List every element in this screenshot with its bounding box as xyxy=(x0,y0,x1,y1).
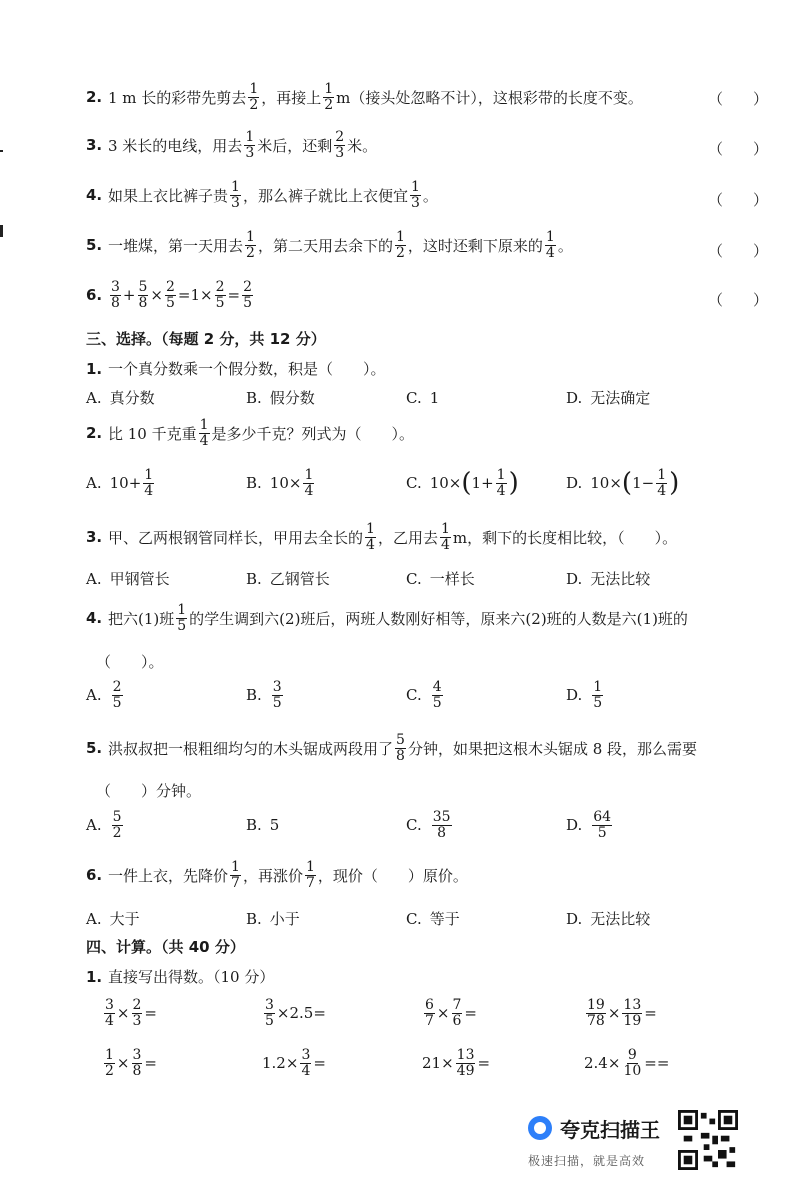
fraction: $\frac{1}{4}$ xyxy=(545,229,555,261)
qr-code-icon xyxy=(678,1110,738,1170)
options-row xyxy=(86,387,766,408)
option-a[interactable]: A. $\frac{2}{5}$ xyxy=(86,679,122,711)
operator: × xyxy=(150,286,163,305)
question-text: ，那么裤子就比上衣便宜 xyxy=(242,186,408,205)
option-b[interactable]: B. 小于 xyxy=(246,909,300,928)
scanner-watermark xyxy=(528,1110,778,1180)
calc-item: $\frac{6}{7}$ × $\frac{7}{6}$ = xyxy=(425,997,477,1029)
choice-question-4 xyxy=(86,603,766,633)
option-c[interactable]: C. $\frac{4}{5}$ xyxy=(406,679,442,711)
question-text: 甲、乙两根钢管同样长，甲用去全长的 xyxy=(108,528,364,547)
calc-item: $\frac{3}{4}$ × $\frac{2}{3}$ = xyxy=(105,997,157,1029)
question-text: 米后，还剩 xyxy=(257,136,333,155)
question-text: ，第二天用去余下的 xyxy=(257,236,393,255)
question-text: 。 xyxy=(422,186,438,205)
judge-question-6 xyxy=(86,279,769,311)
scanner-logo-icon xyxy=(528,1116,552,1140)
calc-item: $\frac{3}{5}$ ×2.5 = xyxy=(265,997,326,1029)
fraction: $\frac{1}{5}$ xyxy=(177,602,187,634)
operator: + xyxy=(122,286,136,305)
question-text: ，再涨价 xyxy=(242,866,303,885)
option-c[interactable]: C. $\frac{35}{8}$ xyxy=(406,809,451,841)
question-number: 1. xyxy=(86,967,103,986)
fraction: $\frac{1}{4}$ xyxy=(366,521,375,553)
question-number: 5. xyxy=(86,236,103,255)
choice-question-3 xyxy=(86,522,766,552)
scan-edge-mark xyxy=(0,225,3,237)
calc-item: $\frac{19}{78}$ × $\frac{13}{19}$ = xyxy=(587,997,657,1029)
answer-blank[interactable]: （ ） xyxy=(708,242,769,260)
option-c[interactable]: C. 10× ( 1+ $\frac{1}{4}$ ) xyxy=(406,467,519,499)
answer-blank[interactable]: （ ） xyxy=(708,90,769,108)
option-d[interactable]: D. 无法比较 xyxy=(566,569,651,588)
question-text: m（接头处忽略不计），这根彩带的长度不变。 xyxy=(336,88,643,107)
fraction: $\frac{2}{5}$ xyxy=(243,279,253,311)
option-c[interactable]: C. 等于 xyxy=(406,909,460,928)
judge-question-2 xyxy=(86,81,769,113)
judge-question-3 xyxy=(86,129,769,161)
question-number: 4. xyxy=(86,186,103,205)
fraction: $\frac{1}{2}$ xyxy=(249,81,259,113)
choice-question-5 xyxy=(86,733,766,763)
calc-item: 2.4× $\frac{9}{10}$ == xyxy=(584,1047,670,1079)
option-b[interactable]: B. 乙钢管长 xyxy=(246,569,330,588)
judge-question-5 xyxy=(86,229,769,261)
section-title-choice: 三、选择。（每题 2 分，共 12 分） xyxy=(86,330,326,348)
fraction: $\frac{2}{3}$ xyxy=(335,129,345,161)
question-text: 把六(1)班 xyxy=(108,609,175,628)
question-continuation: （ ）。 xyxy=(96,653,164,671)
calc-item: $\frac{1}{2}$ × $\frac{3}{8}$ = xyxy=(105,1047,157,1079)
option-c[interactable]: C. 1 xyxy=(406,388,440,407)
fraction: $\frac{1}{4}$ xyxy=(440,521,450,553)
options-row xyxy=(86,908,766,929)
fraction: $\frac{1}{4}$ xyxy=(199,417,209,449)
question-text: 比 10 千克重 xyxy=(108,424,197,443)
option-d[interactable]: D. $\frac{1}{5}$ xyxy=(566,679,603,711)
question-text: 如果上衣比裤子贵 xyxy=(108,186,229,205)
question-text: 是多少千克？列式为（ ）。 xyxy=(211,424,415,443)
option-d[interactable]: D. $\frac{64}{5}$ xyxy=(566,809,612,841)
option-d[interactable]: D. 无法比较 xyxy=(566,909,651,928)
question-number: 3. xyxy=(86,136,103,155)
options-row xyxy=(86,568,766,589)
options-row xyxy=(86,810,766,840)
question-number: 3. xyxy=(86,528,103,547)
question-text: 一堆煤，第一天用去 xyxy=(108,236,244,255)
question-text: 一个真分数乘一个假分数，积是（ ）。 xyxy=(108,360,386,378)
question-text: 。 xyxy=(557,236,573,255)
option-a[interactable]: A. 真分数 xyxy=(86,388,155,407)
option-a[interactable]: A. 甲钢管长 xyxy=(86,569,170,588)
scan-edge-mark xyxy=(0,150,3,152)
choice-question-6 xyxy=(86,860,766,890)
fraction: $\frac{5}{8}$ xyxy=(138,279,148,311)
fraction: $\frac{1}{3}$ xyxy=(231,179,240,211)
question-text: ，再接上 xyxy=(261,88,322,107)
judge-question-4 xyxy=(86,179,769,211)
fraction: $\frac{2}{5}$ xyxy=(215,279,225,311)
fraction: $\frac{1}{2}$ xyxy=(246,229,255,261)
calc-subheading xyxy=(86,966,766,987)
calc-item: 1.2× $\frac{3}{4}$ = xyxy=(262,1047,326,1079)
choice-question-2 xyxy=(86,418,766,448)
question-text: 1 m 长的彩带先剪去 xyxy=(108,88,247,107)
answer-blank[interactable]: （ ） xyxy=(708,140,769,158)
option-a[interactable]: A. 10+ $\frac{1}{4}$ xyxy=(86,467,154,499)
calc-item: 21× $\frac{13}{49}$ = xyxy=(422,1047,491,1079)
fraction: $\frac{1}{7}$ xyxy=(231,859,240,891)
fraction: $\frac{1}{2}$ xyxy=(395,229,405,261)
question-text: 分钟，如果把这根木头锯成 8 段，那么需要 xyxy=(407,739,698,758)
section-title-calc: 四、计算。（共 40 分） xyxy=(86,938,245,956)
question-text: 一件上衣，先降价 xyxy=(108,866,229,885)
choice-question-1 xyxy=(86,358,766,379)
option-d[interactable]: D. 10× ( 1− $\frac{1}{4}$ ) xyxy=(566,467,680,499)
option-b[interactable]: B. 10× $\frac{1}{4}$ xyxy=(246,467,314,499)
question-text: ，现价（ ）原价。 xyxy=(317,866,468,885)
question-text: 3 米长的电线，用去 xyxy=(108,136,243,155)
question-number: 4. xyxy=(86,609,103,628)
question-number: 1. xyxy=(86,359,103,378)
answer-blank[interactable]: （ ） xyxy=(708,191,769,209)
question-number: 2. xyxy=(86,88,103,107)
option-c[interactable]: C. 一样长 xyxy=(406,569,475,588)
question-number: 6. xyxy=(86,286,103,305)
question-text: 直接写出得数。（10 分） xyxy=(108,968,275,986)
option-b[interactable]: B. $\frac{3}{5}$ xyxy=(246,679,282,711)
scanner-brand-subtitle: 极速扫描，就是高效 xyxy=(528,1154,646,1168)
question-number: 5. xyxy=(86,739,103,758)
fraction: $\frac{5}{8}$ xyxy=(396,732,405,764)
option-d[interactable]: D. 无法确定 xyxy=(566,388,651,407)
question-text: 的学生调到六(2)班后，两班人数刚好相等，原来六(2)班的人数是六(1)班的 xyxy=(189,609,688,628)
option-b[interactable]: B. 假分数 xyxy=(246,388,315,407)
option-a[interactable]: A. 大于 xyxy=(86,909,140,928)
options-row xyxy=(86,468,766,498)
operator: =1× xyxy=(177,286,213,305)
question-text: m，剩下的长度相比较，（ ）。 xyxy=(452,528,678,547)
question-text: ，这时还剩下原来的 xyxy=(407,236,543,255)
fraction: $\frac{2}{5}$ xyxy=(166,279,175,311)
fraction: $\frac{1}{7}$ xyxy=(305,859,315,891)
fraction: $\frac{1}{2}$ xyxy=(324,81,334,113)
question-text: 洪叔叔把一根粗细均匀的木头锯成两段用了 xyxy=(108,739,394,758)
option-b[interactable]: B. 5 xyxy=(246,816,280,835)
answer-blank[interactable]: （ ） xyxy=(708,291,769,309)
scanner-brand-title: 夸克扫描王 xyxy=(560,1118,660,1142)
option-a[interactable]: A. $\frac{5}{2}$ xyxy=(86,809,122,841)
fraction: $\frac{1}{3}$ xyxy=(410,179,420,211)
question-number: 2. xyxy=(86,424,103,443)
question-continuation: （ ）分钟。 xyxy=(96,782,202,800)
question-text: 米。 xyxy=(347,136,378,155)
question-number: 6. xyxy=(86,866,103,885)
options-row xyxy=(86,680,766,710)
fraction: $\frac{1}{3}$ xyxy=(245,129,255,161)
operator: = xyxy=(227,286,241,305)
fraction: $\frac{3}{8}$ xyxy=(111,279,120,311)
question-text: ，乙用去 xyxy=(377,528,438,547)
